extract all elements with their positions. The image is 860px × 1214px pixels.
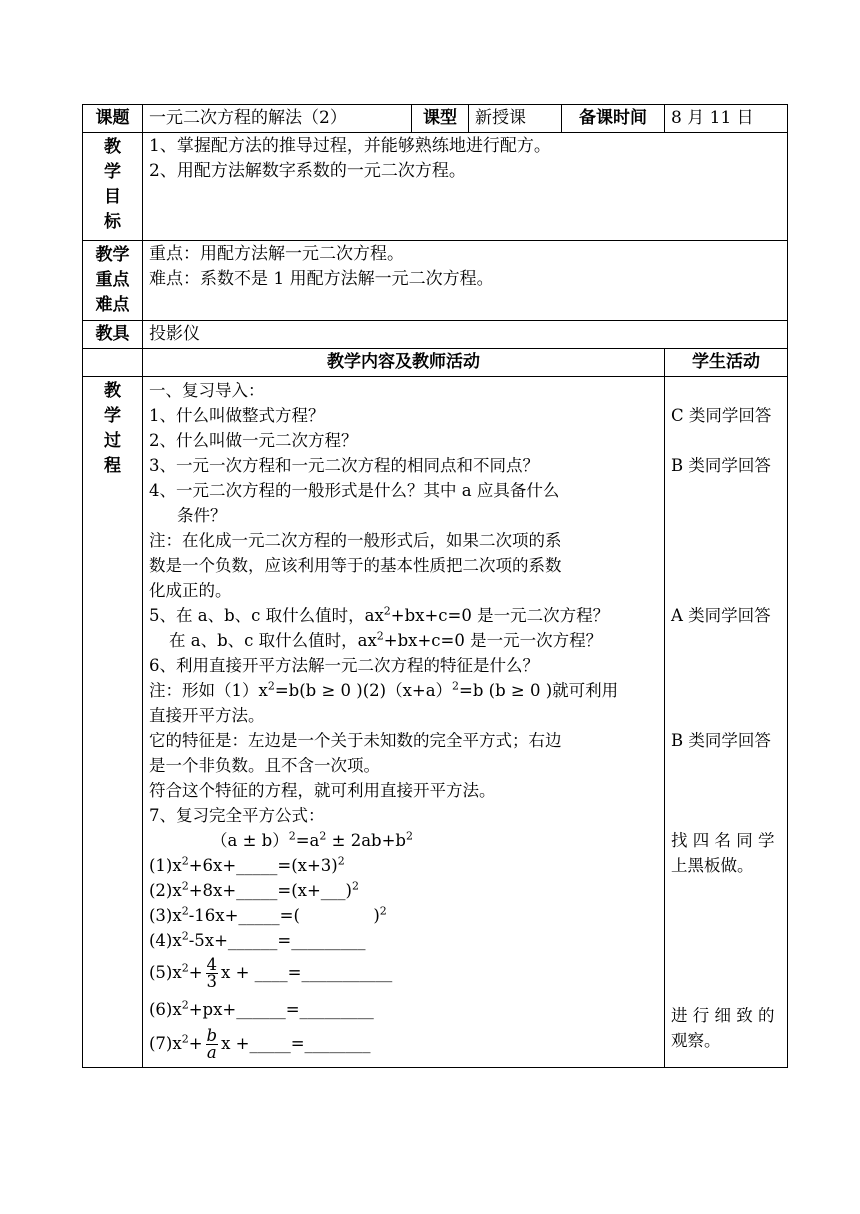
feature-a: 它的特征是：左边是一个关于未知数的完全平方式；右边 [149,731,562,750]
student-b-answer-2: B 类同学回答 [671,731,771,750]
keypoints-row [83,241,788,321]
exercise-6: $(6)x^2+px+\_\_\_\_\_\_=\_\_\_\_\_\_\_\_\_$ [149,998,374,1019]
prep-date: 8 月 11 日 [665,105,788,133]
note-1b: 数是一个负数，应该利用等于的基本性质把二次项的系数 [149,556,562,575]
question-7: 7、复习完全平方公式： [149,806,325,825]
feature-c: 符合这个特征的方程，就可利用直接开平方法。 [149,781,496,800]
question-5b: 在 a、b、c 取什么值时，$ax^2+bx+c=0$ 是一元一次方程？ [169,629,603,650]
review-heading: 一、复习导入： [149,381,265,400]
student-a-answer: A 类同学回答 [671,606,771,625]
student-b-answer: B 类同学回答 [671,456,771,475]
feature-b: 是一个非负数。且不含一次项。 [149,756,380,775]
square-formula: $(a \pm b)^2=a^2 \pm 2ab+b^2$ [211,829,413,850]
header-row [83,105,788,133]
goals-label: 教 学 目 标 [83,133,143,241]
process-content [143,377,665,1068]
keypoints-label: 教学 重点 难点 [83,241,143,321]
exercise-3: $(3)x^2-16x+\_\_\_\_\_=$( )$^2$ [149,904,387,925]
note-1c: 化成正的。 [149,581,232,600]
student-board-2: 上黑板做。 [671,856,754,875]
question-4-cont: 条件？ [177,506,227,525]
keypoints-content [143,241,788,321]
tools-value: 投影仪 [143,321,788,349]
topic-label: 课题 [83,105,143,133]
student-observe-1: 进 行 细 致 的 [671,1006,775,1025]
exercise-4: $(4)x^2-5x+\_\_\_\_\_\_=\_\_\_\_\_\_\_\_\_$ [149,929,366,950]
question-2: 2、什么叫做一元二次方程？ [149,431,358,450]
exercise-1: $(1)x^2+6x+\_\_\_\_\_=(x+3)^2$ [149,854,345,875]
columns-row [83,349,788,377]
tools-row [83,321,788,349]
lesson-table [82,104,788,1068]
process-row [83,377,788,1068]
student-c-answer: C 类同学回答 [671,406,772,425]
student-observe-2: 观察。 [671,1031,721,1050]
key-point: 重点：用配方法解一元二次方程。 [149,244,404,264]
goals-row [83,133,788,241]
topic-value: 一元二次方程的解法（2） [143,105,412,133]
goal-item: 1、掌握配方法的推导过程，并能够熟练地进行配方。 [149,136,551,156]
goals-content [143,133,788,241]
exercise-7: $(7)x^2+$ $\frac{b}{a}$ x +_____=________ [149,1026,371,1062]
exercise-2: $(2)x^2+8x+\_\_\_\_\_=(x+\_\_\_)^2$ [149,879,359,900]
question-5a: 5、在 a、b、c 取什么值时，$ax^2+bx+c=0$ 是一元二次方程？ [149,604,610,625]
tools-label: 教具 [83,321,143,349]
process-label: 教 学 过 程 [83,377,143,1068]
question-6: 6、利用直接开平方法解一元二次方程的特征是什么？ [149,656,539,675]
note-2b: 直接开平方法。 [149,706,265,725]
lesson-plan [82,104,787,1068]
student-board-1: 找 四 名 同 学 [671,831,775,850]
goal-item: 2、用配方法解数字系数的一元二次方程。 [149,161,466,181]
question-1: 1、什么叫做整式方程？ [149,406,325,425]
fraction-four-thirds: $\frac{4}{3}$ [206,955,218,991]
empty-cell [83,349,143,377]
type-label: 课型 [412,105,469,133]
content-column-header: 教学内容及教师活动 [143,349,665,377]
difficulty-point: 难点：系数不是 1 用配方法解一元二次方程。 [149,269,494,289]
question-3: 3、一元一次方程和一元二次方程的相同点和不同点？ [149,456,539,475]
prep-label: 备课时间 [562,105,665,133]
note-2a: 注：形如$(1)x^2=b(b \ge 0$ )$(2)(x+a)^2=b$ (b ≥ 0 )就可利用 [149,679,619,700]
student-activities [665,377,788,1068]
exercise-5: $(5)x^2+$ $\frac{4}{3}$ x + ____=___________ [149,955,393,991]
student-column-header: 学生活动 [665,349,788,377]
note-1a: 注：在化成一元二次方程的一般形式后，如果二次项的系 [149,531,562,550]
type-value: 新授课 [469,105,562,133]
fraction-b-over-a: $\frac{b}{a}$ [206,1026,218,1062]
question-4: 4、一元二次方程的一般形式是什么？其中 a 应具备什么 [149,481,560,500]
